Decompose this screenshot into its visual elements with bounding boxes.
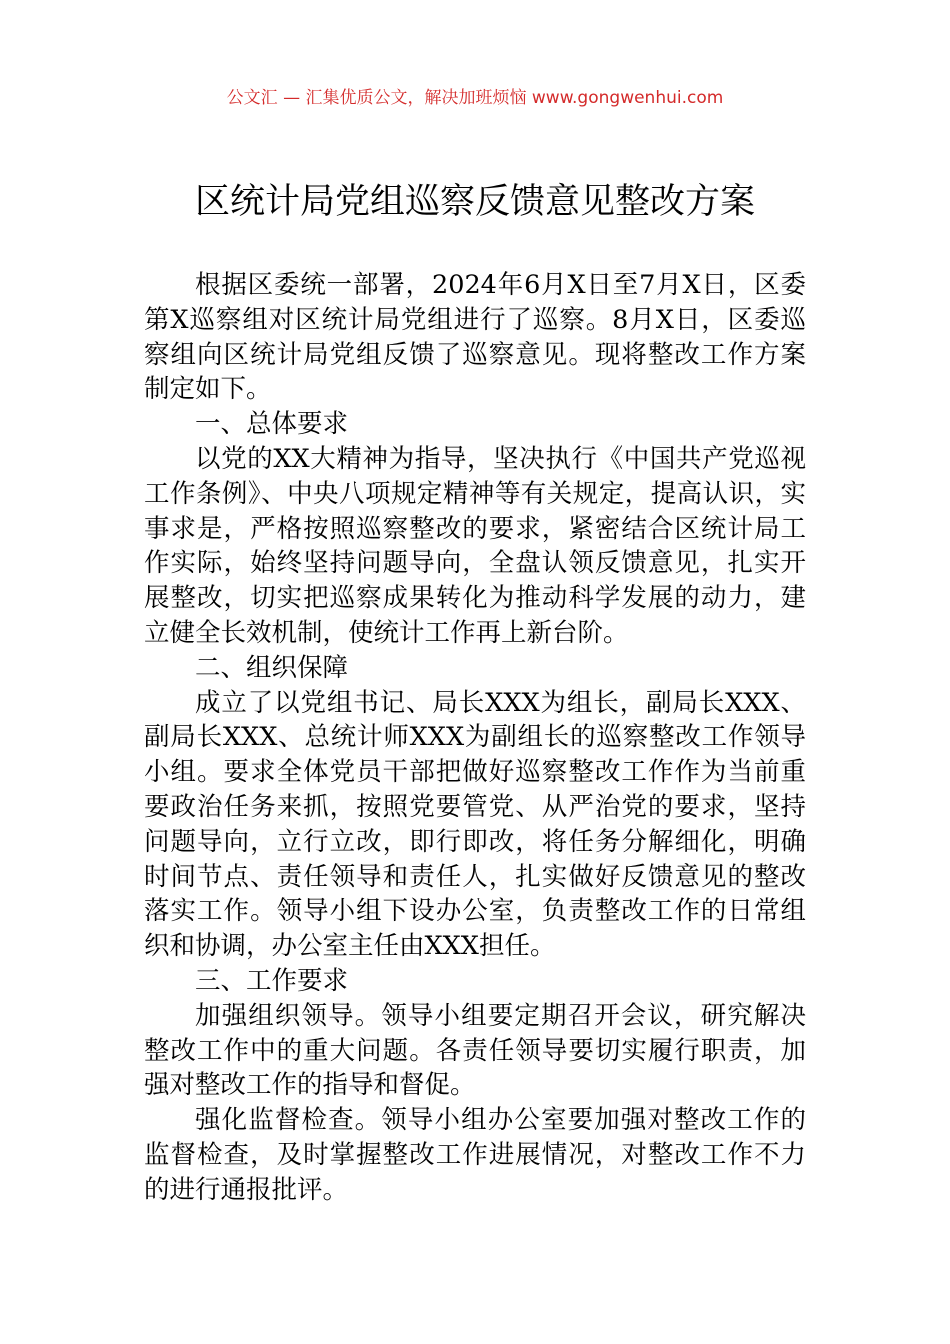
section-heading-overall-requirements: 一、总体要求 <box>195 409 349 440</box>
intro-paragraph: 根据区委统一部署，2024年6月X日至7月X日，区委第X巡察组对区统计局党组进行了巡察。8月X日，区委巡察组向区统计局党组反馈了巡察意见。现将整改工作方案制定如下。 <box>144 270 806 405</box>
section-paragraph-organization: 成立了以党组书记、局长XXX为组长，副局长XXX、副局长XXX、总统计师XXX为副组长的巡察整改工作领导小组。要求全体党员干部把做好巡察整改工作作为当前重要政治任务来抓，按照党要管党、从严治党的要求，坚持问题导向，立行立改，即行即改，将任务分解细化，明确时间节点、责任领导和责任人，扎实做好反馈意见的整改落实工作。领导小组下设办公室，负责整改工作的日常组织和协调，办公室主任由XXX担任。 <box>144 687 806 962</box>
section-paragraph-leadership: 加强组织领导。领导小组要定期召开会议，研究解决整改工作中的重大问题。各责任领导要切实履行职责，加强对整改工作的指导和督促。 <box>144 1000 806 1101</box>
document-body <box>144 268 806 1208</box>
section-paragraph-overall-requirements: 以党的XX大精神为指导，坚决执行《中国共产党巡视工作条例》、中央八项规定精神等有关规定，提高认识，实事求是，严格按照巡察整改的要求，紧密结合区统计局工作实际，始终坚持问题导向，全盘认领反馈意见，扎实开展整改，切实把巡察成果转化为推动科学发展的动力，建立健全长效机制，使统计工作再上新台阶。 <box>144 443 806 648</box>
section-heading-work-requirements: 三、工作要求 <box>195 965 349 996</box>
section-paragraph-supervision: 强化监督检查。领导小组办公室要加强对整改工作的监督检查，及时掌握整改工作进展情况，对整改工作不力的进行通报批评。 <box>144 1105 806 1205</box>
document-title: 区统计局党组巡察反馈意见整改方案 <box>194 182 755 222</box>
section-heading-organization: 二、组织保障 <box>195 652 349 683</box>
site-banner: 公文汇 — 汇集优质公文，解决加班烦恼 www.gongwenhui.com <box>226 88 724 108</box>
